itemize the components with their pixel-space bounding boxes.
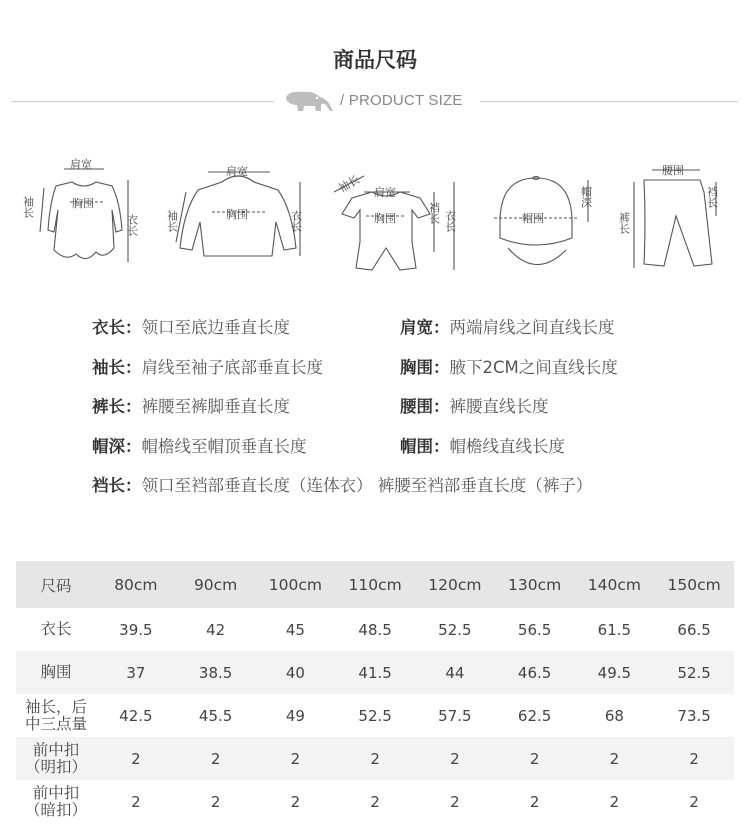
romper-chest-label: 胸围	[374, 212, 396, 225]
table-row	[16, 651, 734, 694]
subtitle: / PRODUCT SIZE	[340, 92, 463, 109]
table-cell: 37	[96, 651, 176, 694]
dress-length-label: 衣长	[125, 214, 139, 236]
table-header-cell: 130cm	[495, 561, 575, 608]
table-cell: 2	[256, 737, 336, 780]
table-cell: 57.5	[438, 706, 472, 725]
row-label: 前中扣 （暗扣）	[24, 783, 87, 819]
definition-shoulder: 肩宽：两端肩线之间直线长度	[400, 318, 615, 337]
elephant-icon	[280, 89, 336, 113]
dress-chest-label: 胸围	[72, 197, 94, 210]
table-header-cell: 110cm	[335, 561, 415, 608]
table-cell: 73.5	[677, 706, 711, 725]
table-cell: 52.5	[438, 620, 472, 639]
definition-waist: 腰围：裤腰直线长度	[400, 397, 549, 416]
row-label: 衣长	[40, 620, 72, 638]
table-cell: 40	[256, 651, 336, 694]
pants-inseam-label: 裤长	[617, 212, 631, 234]
table-header-cell: 80cm	[96, 561, 176, 608]
table-cell: 42	[206, 620, 226, 639]
pants-diagram	[618, 164, 719, 268]
table-header-cell: 120cm	[415, 561, 495, 608]
definition-crotch: 裆长：领口至裆部垂直长度（连体衣） 裤腰至裆部垂直长度（裤子）	[92, 476, 593, 495]
hoodie-diagram	[166, 164, 303, 256]
table-cell: 2	[176, 737, 256, 780]
table-cell: 45	[285, 620, 305, 639]
row-label: 前中扣 （明扣）	[16, 737, 96, 780]
table-row	[16, 694, 734, 737]
table-cell: 44	[415, 651, 495, 694]
definition-row	[92, 354, 712, 394]
table-header-row	[16, 561, 734, 608]
table-cell: 52.5	[358, 706, 392, 725]
definition-chest: 胸围：腋下2CM之间直线长度	[400, 357, 618, 377]
definition-row	[92, 314, 712, 354]
romper-sleeve-label: 袖长	[336, 172, 362, 196]
hoodie-shoulder-label: 肩宽	[226, 165, 248, 178]
definition-hat-circumference: 帽围：帽檐线直线长度	[400, 436, 565, 456]
table-cell: 2	[290, 792, 301, 811]
dress-diagram	[22, 157, 139, 262]
hoodie-chest-label: 胸围	[226, 208, 248, 221]
table-cell: 2	[370, 792, 380, 811]
romper-crotch-label: 裆长	[427, 202, 441, 224]
table-cell: 2	[415, 737, 495, 780]
table-row	[16, 737, 734, 780]
hoodie-sleeve-label: 袖长	[165, 210, 179, 232]
measurement-definitions	[92, 314, 712, 512]
table-cell: 52.5	[654, 651, 734, 694]
definition-pants-length: 裤长：裤腰至裤脚垂直长度	[92, 397, 290, 416]
table-cell: 39.5	[119, 620, 153, 639]
table-cell: 2	[609, 792, 620, 811]
hat-circumference-label: 帽围	[522, 212, 544, 225]
dress-sleeve-label: 袖长	[21, 196, 35, 218]
table-cell: 2	[529, 792, 540, 811]
table-cell: 45.5	[198, 706, 233, 725]
dress-shoulder-label: 肩宽	[70, 158, 92, 171]
definition-sleeve: 袖长：肩线至袖子底部垂直长度	[92, 357, 323, 377]
table-header-cell: 尺码	[16, 561, 96, 608]
definition-length: 衣长：领口至底边垂直长度	[92, 318, 290, 337]
table-cell: 46.5	[495, 651, 575, 694]
table-cell: 2	[96, 737, 176, 780]
table-cell: 66.5	[677, 620, 711, 639]
hat-depth-label: 帽深	[579, 186, 593, 208]
definition-row	[92, 472, 712, 512]
divider-right	[480, 101, 738, 102]
table-cell: 2	[335, 737, 415, 780]
table-cell: 2	[450, 792, 460, 811]
romper-diagram	[334, 172, 457, 270]
table-cell: 2	[654, 737, 734, 780]
definition-hat-depth: 帽深：帽檐线至帽顶垂直长度	[92, 436, 307, 456]
table-cell: 48.5	[358, 620, 392, 639]
table-header-cell: 140cm	[575, 561, 655, 608]
table-header-cell: 150cm	[654, 561, 734, 608]
row-label: 胸围	[16, 651, 96, 694]
table-cell: 68	[604, 706, 624, 725]
table-cell: 2	[575, 737, 655, 780]
table-cell: 2	[495, 737, 575, 780]
hoodie-length-label: 衣长	[289, 210, 303, 232]
page-title: 商品尺码	[333, 48, 417, 72]
subtitle-row	[12, 88, 738, 114]
table-cell: 41.5	[335, 651, 415, 694]
definition-row	[92, 393, 712, 433]
size-chart-table	[16, 561, 734, 823]
table-cell: 62.5	[517, 706, 552, 725]
romper-length-label: 衣长	[443, 210, 457, 232]
table-header-cell: 90cm	[176, 561, 256, 608]
table-cell: 38.5	[176, 651, 256, 694]
table-cell: 49.5	[575, 651, 655, 694]
table-row	[16, 780, 734, 823]
divider-left	[12, 101, 274, 102]
pants-crotch-label: 裆长	[705, 186, 719, 208]
table-header-cell: 100cm	[256, 561, 336, 608]
table-cell: 61.5	[597, 620, 632, 639]
table-cell: 42.5	[119, 706, 153, 725]
table-cell: 49	[285, 706, 305, 725]
measurement-diagrams	[0, 152, 750, 277]
definition-row	[92, 433, 712, 473]
table-cell: 2	[131, 792, 141, 811]
hat-diagram	[494, 177, 593, 265]
table-cell: 2	[689, 792, 699, 811]
table-cell: 56.5	[517, 620, 552, 639]
row-label: 袖长，后 中三点量	[24, 697, 87, 733]
pants-waist-label: 腰围	[662, 164, 684, 177]
table-row	[16, 608, 734, 651]
romper-shoulder-label: 肩宽	[374, 186, 396, 199]
table-cell: 2	[210, 792, 221, 811]
